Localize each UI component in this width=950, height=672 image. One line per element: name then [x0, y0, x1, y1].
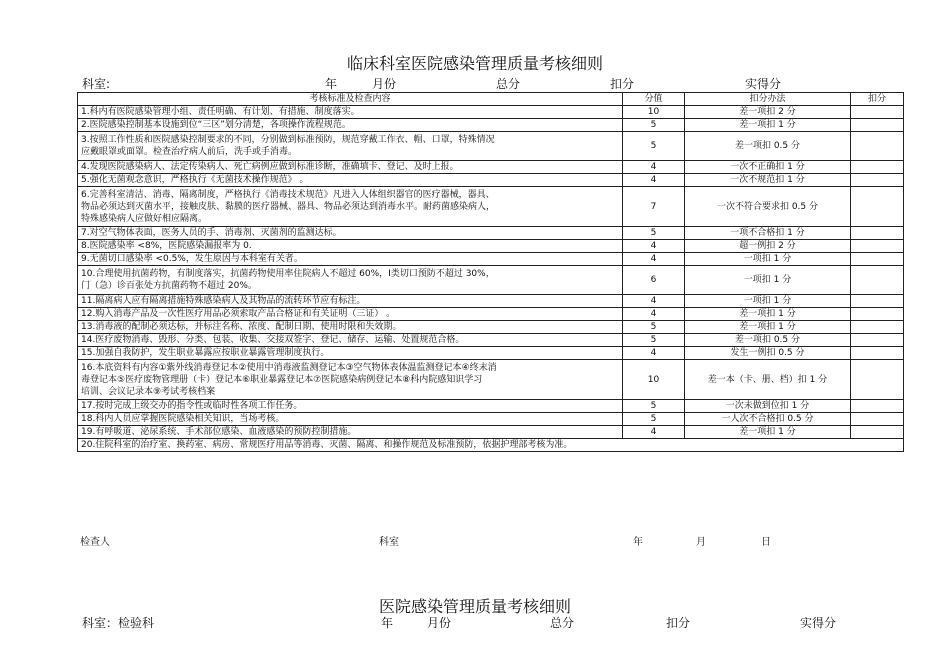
row-deduction [851, 426, 904, 439]
row-method: 差一本（卡、册、档）扣 1 分 [685, 360, 851, 400]
header-deduct-label: 扣分 [610, 77, 635, 91]
row-deduction [851, 334, 904, 347]
row-score: 5 [623, 119, 685, 132]
header-actual-label: 实得分 [745, 77, 782, 91]
row-method: 差一项扣 2 分 [685, 106, 851, 119]
table-row [78, 308, 904, 321]
row-score: 7 [623, 187, 685, 227]
table-row [78, 347, 904, 360]
row-score: 4 [623, 240, 685, 253]
header-month-label: 月份 [372, 77, 397, 91]
table-header-row [78, 93, 904, 106]
row-score: 5 [623, 321, 685, 334]
row-deduction [851, 132, 904, 161]
row-score: 5 [623, 400, 685, 413]
row-content: 2.医院感染控制基本设施到位“三区”划分清楚，各项操作流程规范。 [78, 119, 623, 132]
row-deduction [851, 400, 904, 413]
row-method: 差一项扣 1 分 [685, 308, 851, 321]
row-content: 20.住院科室的治疗室、换药室、病房、常规医疗用品等消毒、灭菌、隔离、和操作规范及标准预防，依据护理部考核为准。 [78, 439, 904, 452]
row-method: 一项不合格扣 1 分 [685, 227, 851, 240]
row-deduction [851, 347, 904, 360]
table-row [78, 266, 904, 295]
row-deduction [851, 240, 904, 253]
row-content: 14.医疗废物消毒、毁形、分类、包装、收集、交接双签字、登记、储存、运输、处置规范合格。 [78, 334, 623, 347]
table-row [78, 321, 904, 334]
row-score: 4 [623, 161, 685, 174]
row-content: 8.医院感染率 <8%，医院感染漏报率为 0. [78, 240, 623, 253]
row-score: 5 [623, 227, 685, 240]
table-row [78, 161, 904, 174]
row-method: 差一项扣 1 分 [685, 321, 851, 334]
table-row [78, 426, 904, 439]
row-method: 一次未做到位扣 1 分 [685, 400, 851, 413]
row-score: 4 [623, 347, 685, 360]
table-row [78, 400, 904, 413]
table-row [78, 334, 904, 347]
row-deduction [851, 360, 904, 400]
column-header-deduction: 扣分 [851, 93, 904, 106]
row-content: 13.消毒液的配制必须达标，并标注名称、浓度、配制日期、使用时限和失效期。 [78, 321, 623, 334]
footer-year-label: 年 [633, 537, 643, 548]
footer-month-label: 月 [696, 537, 706, 548]
second-header-year-label: 年 [381, 616, 394, 630]
row-content: 17.按时完成上级交办的指令性或临时性各项工作任务。 [78, 400, 623, 413]
row-score: 4 [623, 308, 685, 321]
row-score: 10 [623, 106, 685, 119]
column-header-content: 考核标准及检查内容 [78, 93, 623, 106]
row-method: 一项扣 1 分 [685, 266, 851, 295]
footer-dept-label: 科室 [379, 537, 399, 548]
table-row [78, 240, 904, 253]
header-dept-label: 科室: [82, 77, 111, 91]
row-content: 16.本底资料有内容①紫外线消毒登记本②使用中消毒液监测登记本③空气物体表体温监测登记本④终末消 毒登记本⑤医疗废物管理册（卡）登记本⑥职业暴露登记本⑦医院感染病例登记本⑧科内院感知识学习 培训、会议记录本⑨考试考核档案 [78, 360, 623, 400]
footer-day-label: 日 [761, 537, 771, 548]
table-row [78, 106, 904, 119]
row-score: 10 [623, 360, 685, 400]
row-method: 差一项扣 1 分 [685, 119, 851, 132]
row-content: 19.有呼吸道、泌尿系统、手术部位感染、血液感染的预防控制措施。 [78, 426, 623, 439]
header-total-label: 总分 [496, 77, 521, 91]
table-row [78, 295, 904, 308]
row-content: 5.强化无菌观念意识，严格执行《无菌技术操作规范》 。 [78, 174, 623, 187]
row-score: 4 [623, 253, 685, 266]
row-deduction [851, 227, 904, 240]
row-content: 11.隔离病人应有隔离措施特殊感染病人及其物品的流转环节应有标注。 [78, 295, 623, 308]
row-deduction [851, 187, 904, 227]
row-content: 4.发现医院感染病人、法定传染病人、死亡病例应做到标准诊断，准确填卡、登记、及时上报。 [78, 161, 623, 174]
document-title: 临床科室医院感染管理质量考核细则 [346, 54, 603, 73]
second-document-title: 医院感染管理质量考核细则 [378, 597, 571, 616]
second-header-total-label: 总分 [550, 616, 575, 630]
table-row [78, 227, 904, 240]
row-content: 18.科内人员应掌握医院感染相关知识，当场考核。 [78, 413, 623, 426]
second-header-dept-label: 科室：检验科 [82, 616, 155, 630]
row-method: 一项扣 1 分 [685, 295, 851, 308]
row-method: 发生一例扣 0.5 分 [685, 347, 851, 360]
row-content: 1.科内有医院感染管理小组、责任明确、有计划、有措施、制度落实。 [78, 106, 623, 119]
column-header-score: 分值 [623, 93, 685, 106]
table-row [78, 174, 904, 187]
row-deduction [851, 119, 904, 132]
footer-inspector-label: 检查人 [80, 537, 110, 548]
row-deduction [851, 253, 904, 266]
assessment-table [77, 92, 904, 452]
row-method: 一次不正确扣 1 分 [685, 161, 851, 174]
row-method: 差一项扣 0.5 分 [685, 334, 851, 347]
table-row [78, 253, 904, 266]
row-method: 一次不符合要求扣 0.5 分 [685, 187, 851, 227]
row-content: 12.购入消毒产品及一次性医疗用品必须索取产品合格证和有关证明（三证） 。 [78, 308, 623, 321]
row-content: 9.无菌切口感染率 <0.5%，发生原因与本科室有关者。 [78, 253, 623, 266]
row-method: 超一例扣 2 分 [685, 240, 851, 253]
row-deduction [851, 295, 904, 308]
row-deduction [851, 161, 904, 174]
table-row [78, 413, 904, 426]
table-row [78, 439, 904, 452]
row-method: 一人次不合格扣 0.5 分 [685, 413, 851, 426]
row-method: 差一项扣 1 分 [685, 426, 851, 439]
row-method: 一次不规范扣 1 分 [685, 174, 851, 187]
row-deduction [851, 106, 904, 119]
row-content: 7.对空气物体表面，医务人员的手、消毒剂、灭菌剂的监测达标。 [78, 227, 623, 240]
table-row [78, 119, 904, 132]
row-score: 6 [623, 266, 685, 295]
row-score: 5 [623, 132, 685, 161]
row-deduction [851, 321, 904, 334]
row-score: 4 [623, 174, 685, 187]
row-method: 差一项扣 0.5 分 [685, 132, 851, 161]
row-deduction [851, 266, 904, 295]
row-score: 4 [623, 295, 685, 308]
header-year-label: 年 [325, 77, 338, 91]
row-content: 6.完善科室清洁、消毒、隔离制度，严格执行《消毒技术规范》凡进入人体组织器官的医疗器械，器具、 物品必须达到灭菌水平，接触皮肤、黏膜的医疗器械、器具、物品必须达到消毒水平。耐药菌感染病人， 特殊感染病人应做好相应隔离。 [78, 187, 623, 227]
row-score: 5 [623, 334, 685, 347]
second-header-deduct-label: 扣分 [666, 616, 691, 630]
row-deduction [851, 413, 904, 426]
row-deduction [851, 308, 904, 321]
table-row [78, 132, 904, 161]
row-deduction [851, 174, 904, 187]
second-header-actual-label: 实得分 [800, 616, 837, 630]
second-header-month-label: 月份 [427, 616, 452, 630]
row-score: 5 [623, 413, 685, 426]
table-row [78, 187, 904, 227]
row-content: 10.合理使用抗菌药物，有制度落实，抗菌药物使用率住院病人不超过 60%，Ⅰ类切口预防不超过 30%， 门（急）诊百张处方抗菌药物不超过 20%。 [78, 266, 623, 295]
row-method: 一项扣 1 分 [685, 253, 851, 266]
row-content: 15.加强自我防护，发生职业暴露应按职业暴露管理制度执行。 [78, 347, 623, 360]
row-score: 4 [623, 426, 685, 439]
row-content: 3.按照工作性质和医院感染控制要求的不同，分别做到标准预防，规范穿戴工作衣、帽、口罩，特殊情况 应戴眼罩或面罩。检查治疗病人前后，洗手或手消毒。 [78, 132, 623, 161]
column-header-method: 扣分办法 [685, 93, 851, 106]
table-row [78, 360, 904, 400]
